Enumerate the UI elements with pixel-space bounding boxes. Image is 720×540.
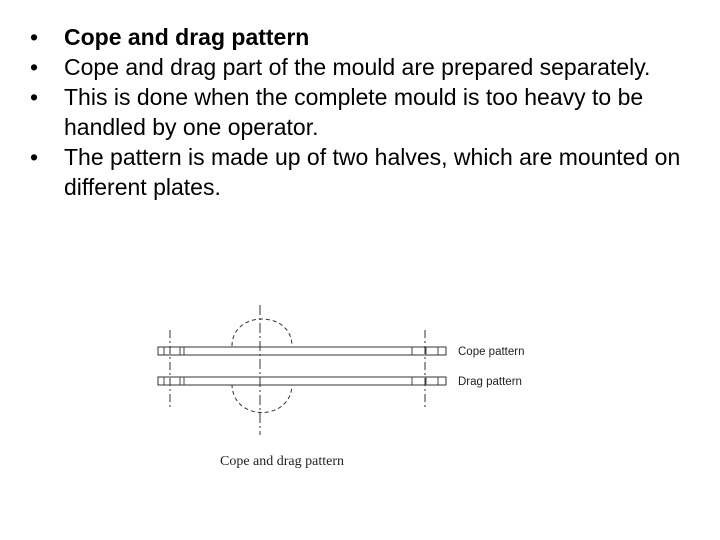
cope-half-outline: [232, 319, 292, 346]
drag-pattern-label: Drag pattern: [458, 376, 522, 388]
bullet-text: Cope and drag part of the mould are prepared separately.: [64, 54, 651, 80]
bullet-text: The pattern is made up of two halves, which are mounted on different plates.: [64, 144, 681, 200]
bullet-dot: •: [30, 54, 39, 80]
cope-drag-diagram: [150, 300, 550, 475]
cope-pattern-label: Cope pattern: [458, 346, 525, 358]
bullet-text-title: Cope and drag pattern: [64, 24, 310, 50]
bullet-text: This is done when the complete mould is too heavy to be handled by one operator.: [64, 84, 644, 140]
bullet-item: [28, 52, 698, 82]
figure-caption: Cope and drag pattern: [220, 454, 345, 469]
drag-half-outline: [232, 384, 292, 413]
bullet-item: [28, 142, 698, 202]
bullet-dot: •: [30, 84, 39, 110]
cope-drag-figure: [150, 300, 550, 475]
cope-plate: [158, 347, 446, 355]
drag-plate: [158, 377, 446, 385]
bullet-item: [28, 22, 698, 52]
bullet-dot: •: [30, 24, 39, 50]
bullet-item: [28, 82, 698, 142]
bullet-list: [28, 22, 698, 202]
bullet-dot: •: [30, 144, 39, 170]
